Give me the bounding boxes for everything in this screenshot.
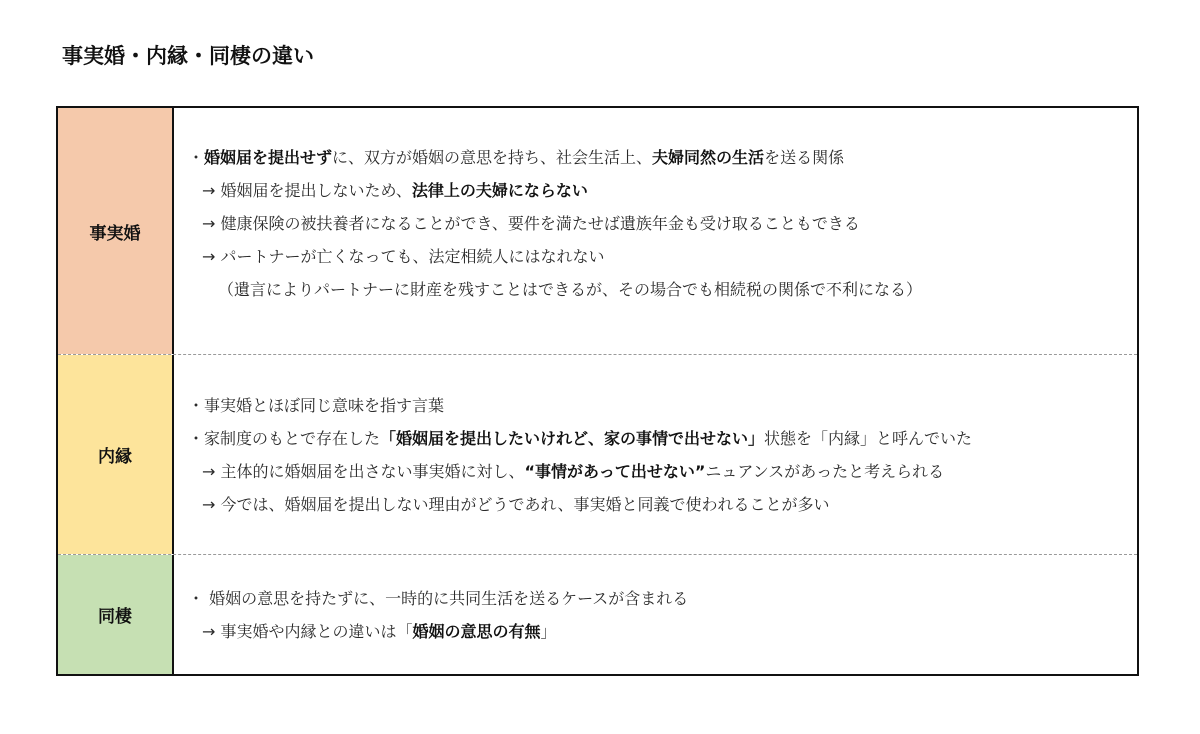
row-label-dousei: 同棲 xyxy=(58,555,174,674)
content-line: ・婚姻届を提出せずに、双方が婚姻の意思を持ち、社会生活上、夫婦同然の生活を送る関係 xyxy=(188,147,845,167)
content-line: → 主体的に婚姻届を出さない事実婚に対し、“事情があって出せない”ニュアンスがあったと考えられる xyxy=(202,461,945,481)
table-row-naien xyxy=(58,354,1137,554)
emphasis-text: 法律上の夫婦にならない xyxy=(411,180,588,200)
content-line: → 健康保険の被扶養者になることができ、要件を満たせば遺族年金も受け取ることもできる xyxy=(202,213,860,233)
content-line: ・事実婚とほぼ同じ意味を指す言葉 xyxy=(188,395,445,415)
emphasis-text: 婚姻届を提出せず xyxy=(204,147,333,167)
content-line: → パートナーが亡くなっても、法定相続人にはなれない xyxy=(202,246,605,266)
content-line: （遺言によりパートナーに財産を残すことはできるが、その場合でも相続税の関係で不利になる） xyxy=(218,279,923,299)
comparison-table xyxy=(56,106,1139,676)
emphasis-text: “事情があって出せない” xyxy=(524,461,706,481)
row-content-dousei xyxy=(174,555,1137,674)
emphasis-text: 「婚姻届を提出したいけれど、家の事情で出せない」 xyxy=(380,428,765,448)
row-content-naien xyxy=(174,355,1137,554)
content-line: ・家制度のもとで存在した「婚姻届を提出したいけれど、家の事情で出せない」状態を「内縁」と呼んでいた xyxy=(188,428,973,448)
emphasis-text: 夫婦同然の生活 xyxy=(652,147,765,167)
emphasis-text: 婚姻の意思の有無 xyxy=(412,621,541,641)
row-label-jijitsukon: 事実婚 xyxy=(58,108,174,354)
table-row-dousei xyxy=(58,554,1137,674)
page-title: 事実婚・内縁・同棲の違い xyxy=(62,44,314,68)
content-line: → 今では、婚姻届を提出しない理由がどうであれ、事実婚と同義で使われることが多い xyxy=(202,494,830,514)
content-line: → 婚姻届を提出しないため、法律上の夫婦にならない xyxy=(202,180,588,200)
row-label-naien: 内縁 xyxy=(58,355,174,554)
table-row-jijitsukon xyxy=(58,108,1137,354)
content-line: ・ 婚姻の意思を持たずに、一時的に共同生活を送るケースが含まれる xyxy=(188,588,689,608)
row-content-jijitsukon xyxy=(174,108,1137,354)
content-line: → 事実婚や内縁との違いは「婚姻の意思の有無」 xyxy=(202,621,557,641)
